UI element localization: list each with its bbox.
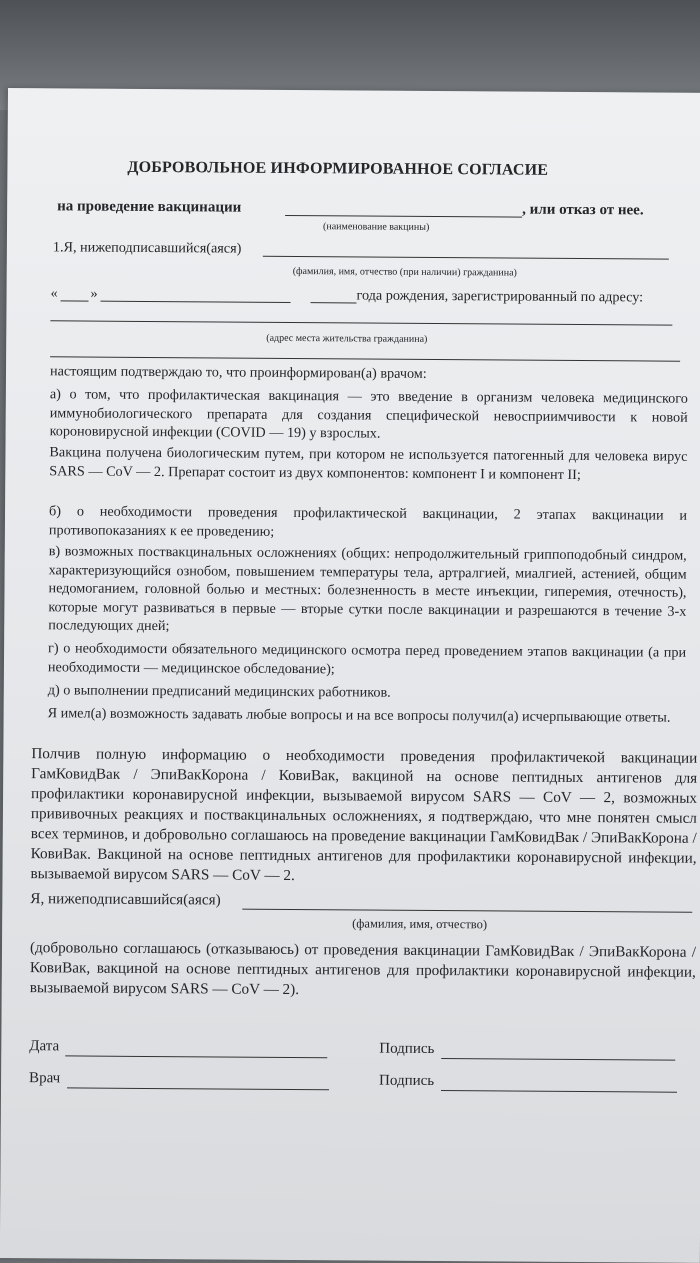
signer-name-field[interactable] [242,894,692,913]
doctor-field[interactable] [67,1072,329,1090]
birth-day-field[interactable] [61,286,89,301]
paragraph-d: д) о выполнении предписаний медицинских работников. [47,682,391,701]
paragraph-g: г) о необходимости обязательного медицинского осмотра перед проведением этапов вакцинации (а при необходимости — медицинское обследование); [47,640,687,677]
signature-label-1: Подпись [379,1040,435,1057]
paragraph-a: а) о том, что профилактическая вакцинация — это введение в организм человека медицинского иммунобиологического препарата для создания специфической невосприимчивости к новой короновирусной инфекции (COVID — 19) у взрослых. [49,386,688,442]
citizen-name-field[interactable] [263,242,669,260]
paragraph-v: в) возможных поствакцинальных осложнениях (общих: непродолжительный гриппоподобный синдром, характеризующийся ознобом, повышением температуры тела, артралгией, миалгией, астенией, общим недомоганием, головной болью и местных: болезненность в месте инъекции, гиперемия, отечность), которые могут развиваться в первые — вторые сутки после вакцинации и разрешаются в течение 3-х последующих дней; [48,543,687,635]
doctor-label: Врач [29,1070,61,1087]
document-title: ДОБРОВОЛЬНОЕ ИНФОРМИРОВАННОЕ СОГЛАСИЕ [127,158,549,179]
signature-field-2[interactable] [441,1075,677,1093]
paragraph-vaccine-info: Вакцина получена биологическим путем, при котором не используется патогенный для человека вирус SARS — CoV — 2. Препарат состоит из двух компонентов: компонент I и компонент II; [49,444,688,483]
birth-month-field[interactable] [101,287,291,303]
birth-label: года рождения, зарегистрированный по адресу: [356,287,644,306]
date-field[interactable] [65,1040,327,1058]
vaccine-name-field[interactable] [285,201,522,218]
caption-fio: (фамилия, имя, отчество) [352,916,488,932]
caption-vaccine: (наименование вакцины) [323,221,430,233]
subtitle-right: , или отказ от нее. [522,201,644,219]
line1-label: 1.Я, нижеподписавшийся(аяся) [52,239,242,257]
date-close-quote: » [90,285,98,302]
signature-label-2: Подпись [379,1072,435,1089]
line2-label: Я, нижеподписавшийся(аяся) [30,890,221,909]
address-field-1[interactable] [50,310,672,325]
date-open-quote: « [50,285,58,302]
confirm-text: настоящим подтверждаю то, что проинформирован(а) врачом: [49,363,427,382]
paragraph-final: (добровольно соглашаюсь (отказываюсь) от проведения вакцинации ГамКовидВак / ЭпиВакКорона / КовиВак, вакциной на основе пептидных антигенов для профилактики коронавирусной инфекции, вызываемой вирусом SARS — CoV — 2). [29,939,697,999]
caption-address: (адрес места жительства гражданина) [266,332,428,345]
paragraph-consent: Полчив полную информацию о необходимости проведения профилактичекой вакцинации ГамКовидВак / ЭпиВакКорона / КовиВак, вакциной на основе пептидных антигенов для профилактики коронавирусной инфекции, вызываемой вирусом SARS — CoV — 2, возможных прививочных реакциях и поствакцинальных осложнениях, я подтверждаю, что мне понятен смысл всех терминов, и добровольно соглашаюсь на проведение вакцинации ГамКовидВак / ЭпиВакКорона / КовиВак. Вакциной на основе пептидных антигенов для профилактики коронавирусной инфекции, вызываемой вирусом SARS — CoV — 2. [30,745,698,885]
paragraph-questions: Я имел(а) возможность задавать любые вопросы и на все вопросы получил(а) исчерпывающие ответы. [47,705,671,726]
consent-form-sheet [0,88,700,1263]
date-label: Дата [29,1038,60,1055]
caption-fio-citizen: (фамилия, имя, отчество (при наличии) гражданина) [292,265,517,279]
subtitle-left: на проведение вакцинации [57,198,242,216]
birth-year-field[interactable] [311,288,357,303]
paragraph-b: б) о необходимости проведения профилактической вакцинации, 2 этапах вакцинации и противопоказаниях к ее проведению; [48,503,688,540]
signature-field-1[interactable] [441,1043,675,1061]
address-field-2[interactable] [50,344,680,361]
